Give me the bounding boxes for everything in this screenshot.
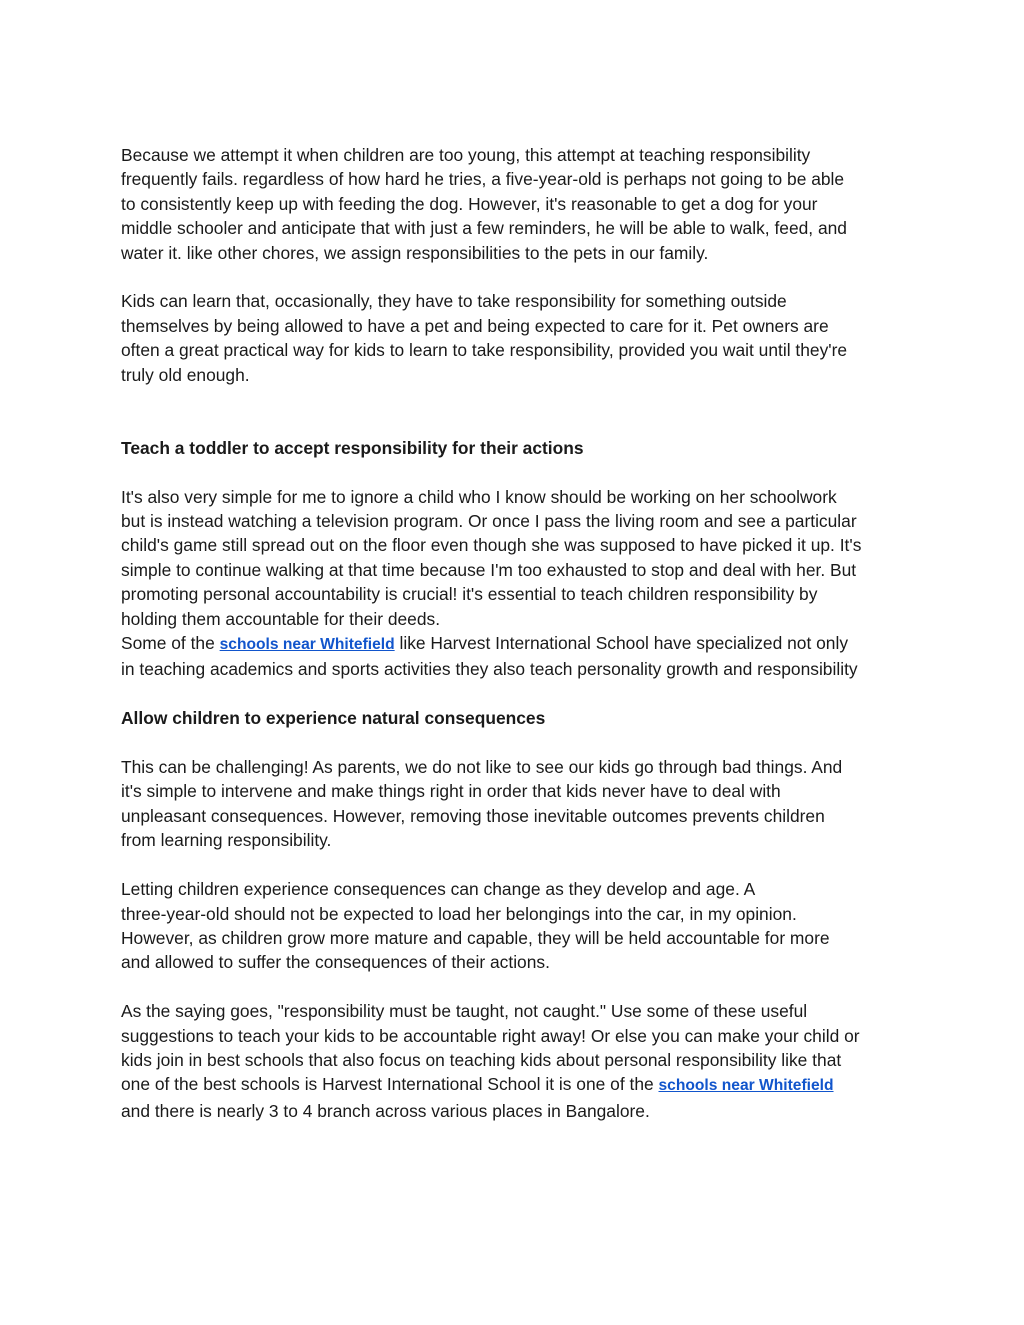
text-line: middle schooler and anticipate that with just a few reminders, he will be able to walk, feed, and	[121, 218, 847, 239]
text-line: holding them accountable for their deeds.	[121, 608, 441, 629]
paragraph-spacer	[121, 265, 921, 289]
text-line: It's also very simple for me to ignore a child who I know should be working on her schoolwork	[121, 486, 837, 507]
text-line: and allowed to suffer the consequences of their actions.	[121, 952, 550, 973]
schools-near-whitefield-link[interactable]: schools near Whitefield	[658, 1077, 834, 1095]
paragraph-spacer	[121, 731, 921, 755]
section-heading-consequences: Allow children to experience natural consequences	[121, 708, 546, 729]
text-line: suggestions to teach your kids to be accountable right away! Or else you can make your child or	[121, 1025, 860, 1046]
text-line: Kids can learn that, occasionally, they have to take responsibility for something outside	[121, 291, 787, 312]
text-line: unpleasant consequences. However, removing those inevitable outcomes prevents children	[121, 805, 825, 826]
text-line: three-year-old should not be expected to load her belongings into the car, in my opinion.	[121, 903, 797, 924]
text-line: simple to continue walking at that time because I'm too exhausted to stop and deal with her. But	[121, 559, 857, 580]
paragraph-experience-consequences	[121, 877, 921, 975]
text-line: themselves by being allowed to have a pet and being expected to care for it. Pet owners are	[121, 315, 829, 336]
link-lead-text: Some of the	[121, 633, 220, 654]
text-line: However, as children grow more mature and capable, they will be held accountable for more	[121, 927, 830, 948]
link-trail-text: like Harvest International School have specialized not only	[394, 633, 849, 654]
section-heading-toddler: Teach a toddler to accept responsibility for their actions	[121, 437, 584, 458]
text-line: truly old enough.	[121, 364, 250, 385]
text-line: child's game still spread out on the floor even though she was supposed to have picked it up. It's	[121, 535, 862, 556]
text-line: and there is nearly 3 to 4 branch across various places in Bangalore.	[121, 1100, 650, 1121]
text-line	[121, 631, 921, 657]
document-page	[121, 143, 921, 1123]
text-line: to consistently keep up with feeding the dog. However, it's reasonable to get a dog for your	[121, 193, 818, 214]
text-line	[121, 1072, 921, 1098]
paragraph-spacer	[121, 853, 921, 877]
text-line: Because we attempt it when children are too young, this attempt at teaching responsibility	[121, 145, 811, 165]
text-line: This can be challenging! As parents, we do not like to see our kids go through bad things. And	[121, 757, 843, 778]
paragraph-spacer	[121, 975, 921, 999]
paragraph-spacer	[121, 460, 921, 484]
text-line: As the saying goes, "responsibility must be taught, not caught." Use some of these useful	[121, 1001, 808, 1022]
text-line: kids join in best schools that also focus on teaching kids about personal responsibility like that	[121, 1049, 842, 1070]
text-line: frequently fails. regardless of how hard he tries, a five-year-old is perhaps not going to be able	[121, 169, 845, 190]
link-lead-text: one of the best schools is Harvest International School it is one of the	[121, 1074, 659, 1095]
paragraph-spacer	[121, 387, 921, 436]
paragraph-pet-responsibility	[121, 143, 921, 265]
text-line: but is instead watching a television program. Or once I pass the living room and see a particular	[121, 511, 857, 532]
text-line: in teaching academics and sports activities they also teach personality growth and responsibility	[121, 659, 858, 680]
text-line: water it. like other chores, we assign responsibilities to the pets in our family.	[121, 242, 709, 263]
paragraph-challenging	[121, 755, 921, 853]
text-line: it's simple to intervene and make things right in order that kids never have to deal with	[121, 781, 781, 802]
schools-near-whitefield-link[interactable]: schools near Whitefield	[219, 636, 395, 654]
text-line: Letting children experience consequences can change as they develop and age. A	[121, 879, 756, 900]
text-line: often a great practical way for kids to learn to take responsibility, provided you wait until they're	[121, 340, 848, 361]
paragraph-kids-pets	[121, 289, 921, 387]
paragraph-spacer	[121, 682, 921, 706]
text-line: promoting personal accountability is crucial! it's essential to teach children responsibility by	[121, 584, 818, 605]
text-line: from learning responsibility.	[121, 830, 332, 851]
paragraph-accountability	[121, 485, 921, 682]
paragraph-closing	[121, 999, 921, 1123]
